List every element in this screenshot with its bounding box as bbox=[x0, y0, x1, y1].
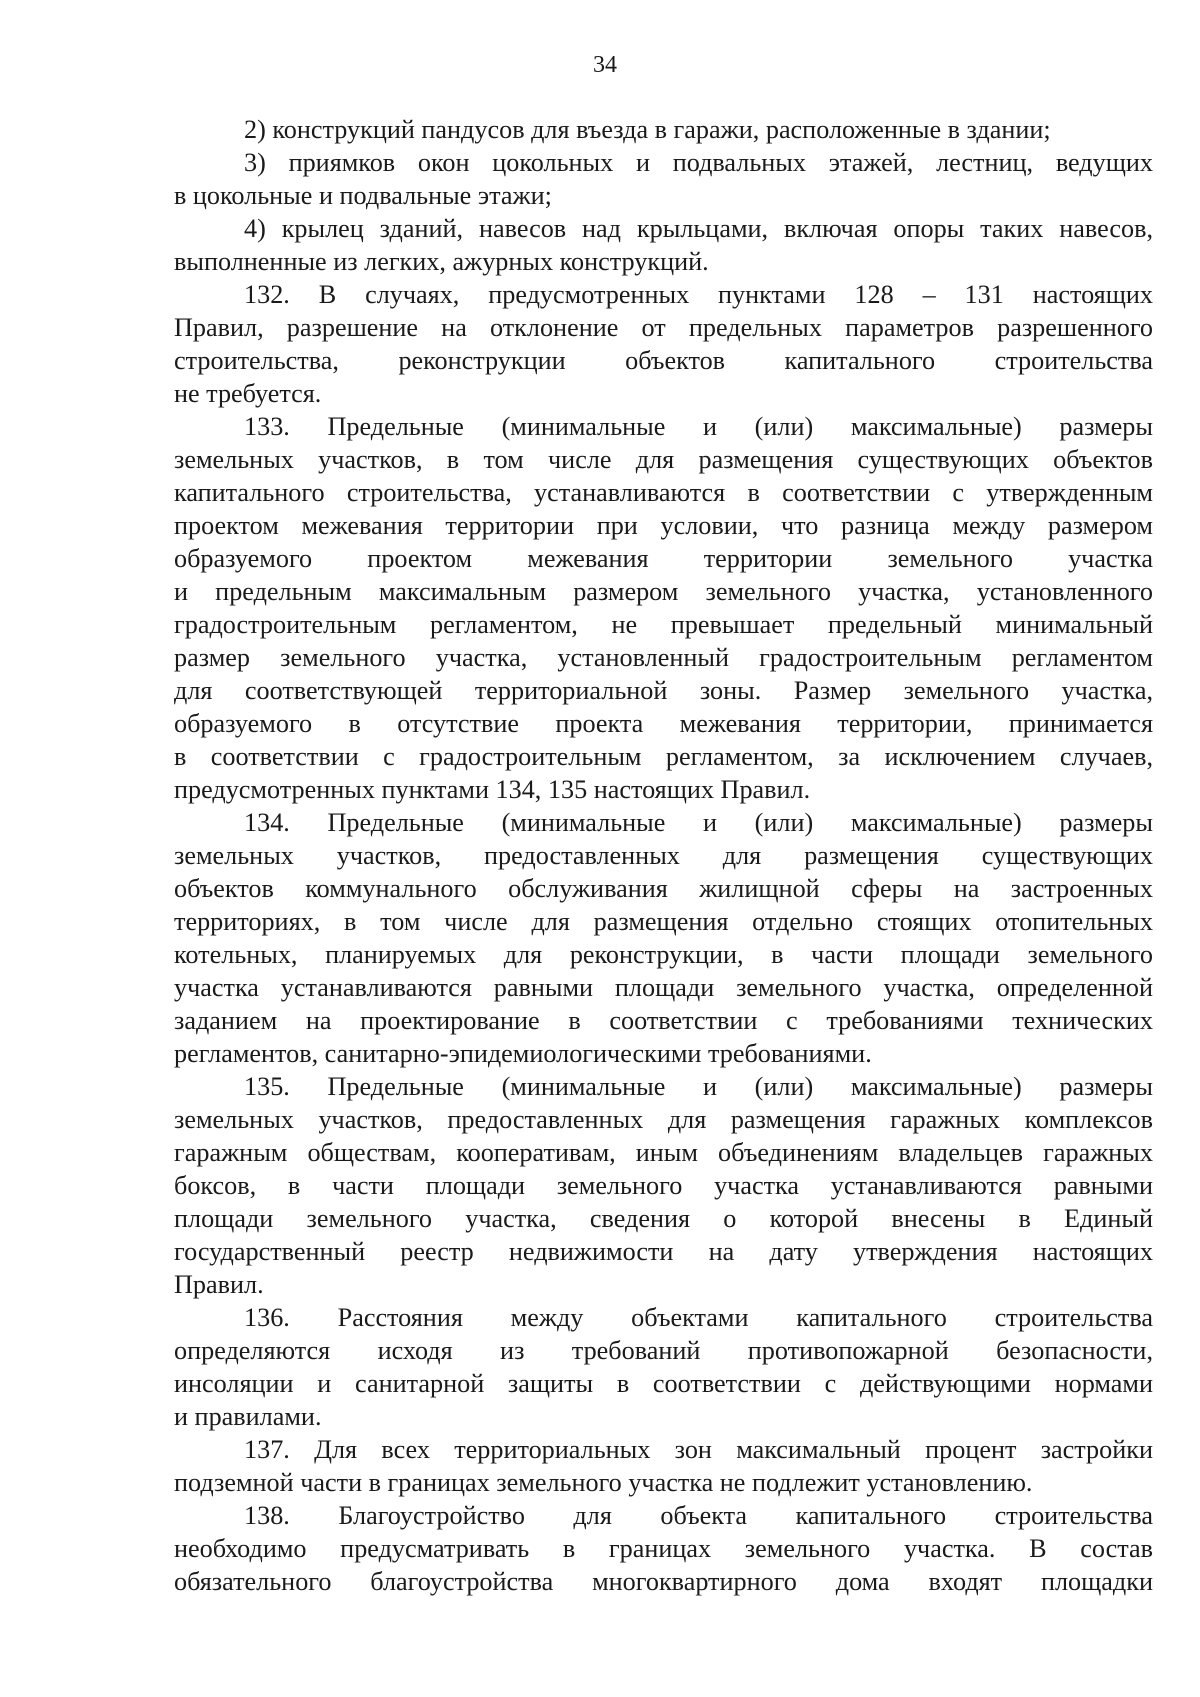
text-line: инсоляции и санитарной защиты в соответствии с действующими нормами bbox=[174, 1369, 1153, 1398]
text-line: земельных участков, предоставленных для размещения существующих bbox=[174, 841, 1153, 870]
paragraph-clause-133 bbox=[174, 410, 1153, 806]
text-line: и правилами. bbox=[174, 1402, 322, 1431]
text-line: и предельным максимальным размером земельного участка, установленного bbox=[174, 577, 1153, 606]
text-line: обязательного благоустройства многоквартирного дома входят площадки bbox=[174, 1567, 1153, 1596]
text-line: 138. Благоустройство для объекта капитального строительства bbox=[244, 1501, 1153, 1530]
text-line: 137. Для всех территориальных зон максимальный процент застройки bbox=[244, 1435, 1153, 1464]
paragraph-item-2 bbox=[174, 113, 1153, 146]
text-line: образуемого в отсутствие проекта межевания территории, принимается bbox=[174, 709, 1153, 738]
text-line: 133. Предельные (минимальные и (или) максимальные) размеры bbox=[244, 412, 1153, 441]
text-line: выполненные из легких, ажурных конструкций. bbox=[174, 247, 709, 276]
text-line: градостроительным регламентом, не превышает предельный минимальный bbox=[174, 610, 1153, 639]
text-line: 134. Предельные (минимальные и (или) максимальные) размеры bbox=[244, 808, 1153, 837]
page-number: 34 bbox=[593, 52, 617, 78]
text-line: образуемого проектом межевания территории земельного участка bbox=[174, 544, 1153, 573]
text-line: государственный реестр недвижимости на дату утверждения настоящих bbox=[174, 1237, 1153, 1266]
text-line: подземной части в границах земельного участка не подлежит установлению. bbox=[174, 1468, 1033, 1497]
text-line: Правил, разрешение на отклонение от предельных параметров разрешенного bbox=[174, 313, 1153, 342]
text-line: гаражным обществам, кооперативам, иным объединениям владельцев гаражных bbox=[174, 1138, 1153, 1167]
paragraph-clause-137 bbox=[174, 1433, 1153, 1499]
text-line: 3) приямков окон цокольных и подвальных этажей, лестниц, ведущих bbox=[244, 148, 1153, 177]
text-line: проектом межевания территории при условии, что разница между размером bbox=[174, 511, 1153, 540]
text-line: 132. В случаях, предусмотренных пунктами 128 – 131 настоящих bbox=[244, 280, 1153, 309]
text-line: регламентов, санитарно-эпидемиологическими требованиями. bbox=[174, 1039, 872, 1068]
text-line: боксов, в части площади земельного участка устанавливаются равными bbox=[174, 1171, 1153, 1200]
text-line: для соответствующей территориальной зоны. Размер земельного участка, bbox=[174, 676, 1153, 705]
text-line: земельных участков, предоставленных для размещения гаражных комплексов bbox=[174, 1105, 1153, 1134]
text-line: определяются исходя из требований противопожарной безопасности, bbox=[174, 1336, 1153, 1365]
text-line: 4) крылец зданий, навесов над крыльцами, включая опоры таких навесов, bbox=[244, 214, 1153, 243]
text-line: предусмотренных пунктами 134, 135 настоящих Правил. bbox=[174, 775, 811, 804]
text-line: площади земельного участка, сведения о которой внесены в Единый bbox=[174, 1204, 1153, 1233]
text-line: Правил. bbox=[174, 1270, 264, 1299]
text-line: котельных, планируемых для реконструкции, в части площади земельного bbox=[174, 940, 1153, 969]
paragraph-clause-135 bbox=[174, 1070, 1153, 1301]
text-line: участка устанавливаются равными площади земельного участка, определенной bbox=[174, 973, 1153, 1002]
document-body bbox=[174, 113, 1153, 1598]
text-line: в соответствии с градостроительным регламентом, за исключением случаев, bbox=[174, 742, 1153, 771]
text-line: 135. Предельные (минимальные и (или) максимальные) размеры bbox=[244, 1072, 1153, 1101]
text-line: территориях, в том числе для размещения отдельно стоящих отопительных bbox=[174, 907, 1153, 936]
paragraph-item-4 bbox=[174, 212, 1153, 278]
text-line: необходимо предусматривать в границах земельного участка. В состав bbox=[174, 1534, 1153, 1563]
paragraph-clause-132 bbox=[174, 278, 1153, 410]
text-line: 2) конструкций пандусов для въезда в гаражи, расположенные в здании; bbox=[244, 115, 1051, 144]
text-line: 136. Расстояния между объектами капитального строительства bbox=[244, 1303, 1153, 1332]
paragraph-clause-136 bbox=[174, 1301, 1153, 1433]
text-line: не требуется. bbox=[174, 379, 322, 408]
text-line: капитального строительства, устанавливаются в соответствии с утвержденным bbox=[174, 478, 1153, 507]
text-line: размер земельного участка, установленный градостроительным регламентом bbox=[174, 643, 1153, 672]
text-line: в цокольные и подвальные этажи; bbox=[174, 181, 552, 210]
text-line: заданием на проектирование в соответствии с требованиями технических bbox=[174, 1006, 1153, 1035]
paragraph-clause-138 bbox=[174, 1499, 1153, 1598]
text-line: земельных участков, в том числе для размещения существующих объектов bbox=[174, 445, 1153, 474]
text-line: объектов коммунального обслуживания жилищной сферы на застроенных bbox=[174, 874, 1153, 903]
paragraph-item-3 bbox=[174, 146, 1153, 212]
text-line: строительства, реконструкции объектов капитального строительства bbox=[174, 346, 1153, 375]
paragraph-clause-134 bbox=[174, 806, 1153, 1070]
